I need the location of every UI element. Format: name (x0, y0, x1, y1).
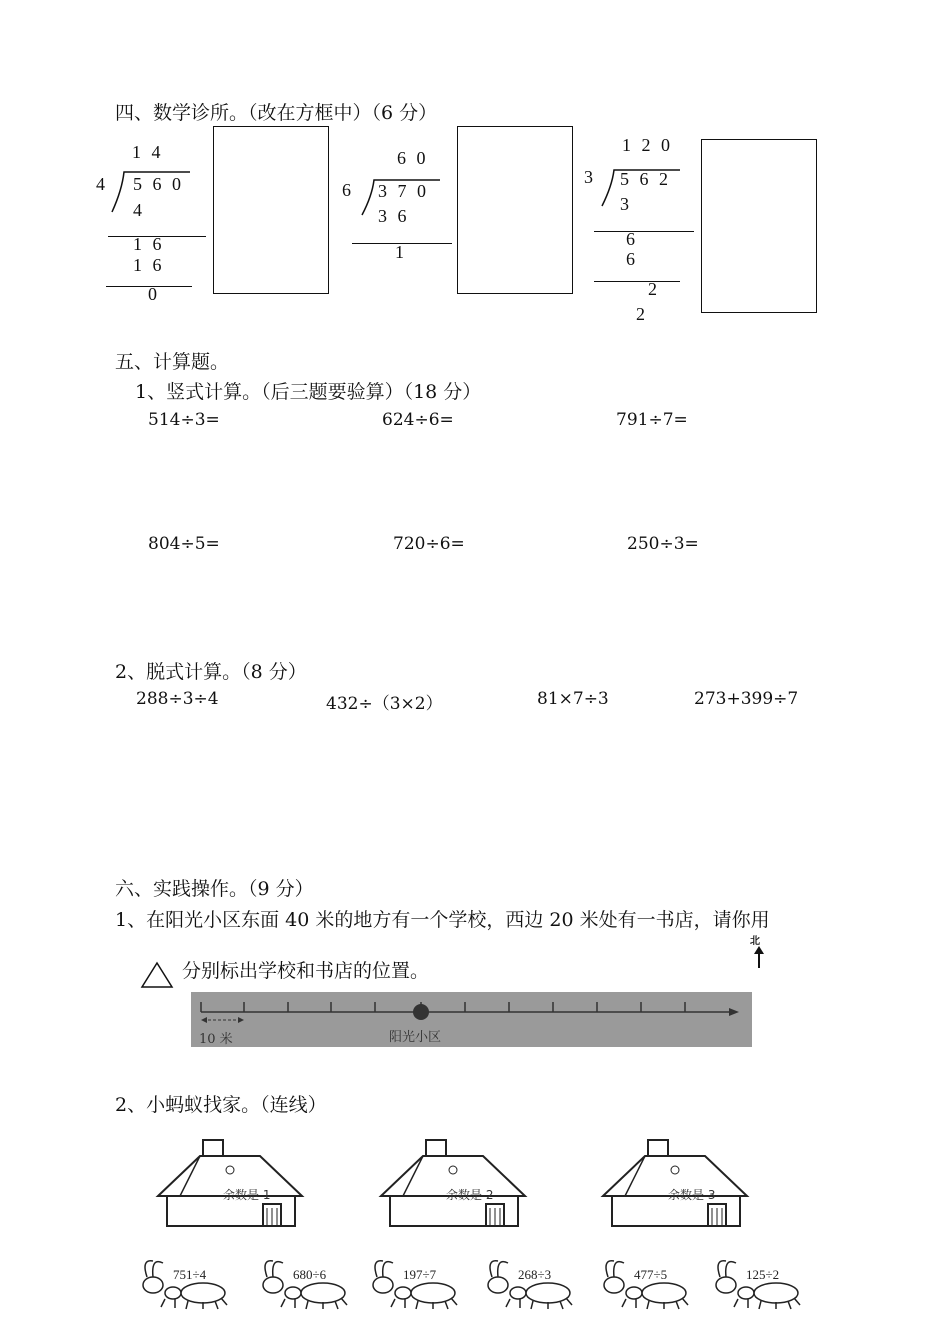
house-3[interactable] (600, 1138, 750, 1228)
divisor: 4 (96, 174, 108, 194)
ant-4[interactable] (478, 1255, 578, 1310)
calc-item: 624÷6= (382, 410, 454, 430)
correction-box-1[interactable] (213, 126, 329, 294)
ant-label: 477÷5 (634, 1267, 668, 1282)
calc-item: 288÷3÷4 (136, 689, 219, 709)
ant-2[interactable] (253, 1255, 353, 1310)
ant-label: 125÷2 (746, 1267, 780, 1282)
north-label: 北 (750, 936, 760, 947)
rule (594, 281, 680, 282)
scale-label: 10 米 (199, 1032, 233, 1047)
step: 6 (626, 229, 638, 249)
dividend: 3 7 0 (378, 181, 429, 201)
house-icon (155, 1138, 305, 1228)
calc-item: 81×7÷3 (537, 689, 609, 709)
step: 0 (148, 284, 160, 304)
step: 3 6 (378, 206, 410, 226)
ant-label: 751÷4 (173, 1267, 207, 1282)
question-1-text: 1、在阳光小区东面 40 米的地方有一个学校，西边 20 米处有一书店，请你用 (115, 909, 770, 931)
ant-label: 680÷6 (293, 1267, 327, 1282)
step: 6 (626, 249, 638, 269)
divisor: 6 (342, 180, 354, 200)
calc-item: 273+399÷7 (694, 689, 799, 709)
house-label: 余数是 1 (223, 1188, 271, 1202)
step: 4 (133, 200, 145, 220)
number-line-panel (191, 992, 752, 1047)
calc-item: 250÷3= (627, 534, 699, 554)
house-label: 余数是 2 (446, 1188, 494, 1202)
triangle-icon (140, 961, 174, 989)
section4-title: 四、数学诊所。（改在方框中）（6 分） (115, 102, 438, 124)
ant-6[interactable] (706, 1255, 806, 1310)
correction-box-2[interactable] (457, 126, 573, 294)
step: 2 (636, 304, 648, 324)
question-1-text-2: 分别标出学校和书店的位置。 (182, 960, 430, 982)
dividend: 5 6 0 (133, 174, 184, 194)
quotient: 1 2 0 (622, 135, 673, 155)
step: 2 (648, 279, 660, 299)
number-line (191, 992, 752, 1047)
section5-title: 五、计算题。 (115, 351, 230, 373)
house-label: 余数是 3 (668, 1188, 716, 1202)
calc-item: 720÷6= (393, 534, 465, 554)
correction-box-3[interactable] (701, 139, 817, 313)
calc-item: 514÷3= (148, 410, 220, 430)
step: 3 (620, 194, 632, 214)
step: 1 (395, 242, 407, 262)
subsection-vertical-calc: 1、竖式计算。（后三题要验算）（18 分） (135, 381, 482, 403)
house-1[interactable] (155, 1138, 305, 1228)
calc-item: 791÷7= (616, 410, 688, 430)
ant-label: 268÷3 (518, 1267, 552, 1282)
quotient: 6 0 (397, 148, 429, 168)
calc-item: 432÷（3×2） (326, 694, 443, 714)
ant-1[interactable] (133, 1255, 233, 1310)
dividend: 5 6 2 (620, 169, 671, 189)
center-label: 阳光小区 (389, 1030, 442, 1045)
ant-label: 197÷7 (403, 1267, 437, 1282)
ant-5[interactable] (594, 1255, 694, 1310)
section6-title: 六、实践操作。（9 分） (115, 878, 314, 900)
north-arrow-icon (752, 946, 766, 970)
house-icon (600, 1138, 750, 1228)
calc-item: 804÷5= (148, 534, 220, 554)
ant-3[interactable] (363, 1255, 463, 1310)
step: 1 6 (133, 234, 165, 254)
subsection-stepwise-calc: 2、脱式计算。（8 分） (115, 661, 307, 683)
divisor: 3 (584, 167, 596, 187)
house-2[interactable] (378, 1138, 528, 1228)
house-icon (378, 1138, 528, 1228)
question-2-text: 2、小蚂蚁找家。（连线） (115, 1094, 327, 1116)
quotient: 1 4 (132, 142, 164, 162)
step: 1 6 (133, 255, 165, 275)
rule (594, 231, 694, 232)
